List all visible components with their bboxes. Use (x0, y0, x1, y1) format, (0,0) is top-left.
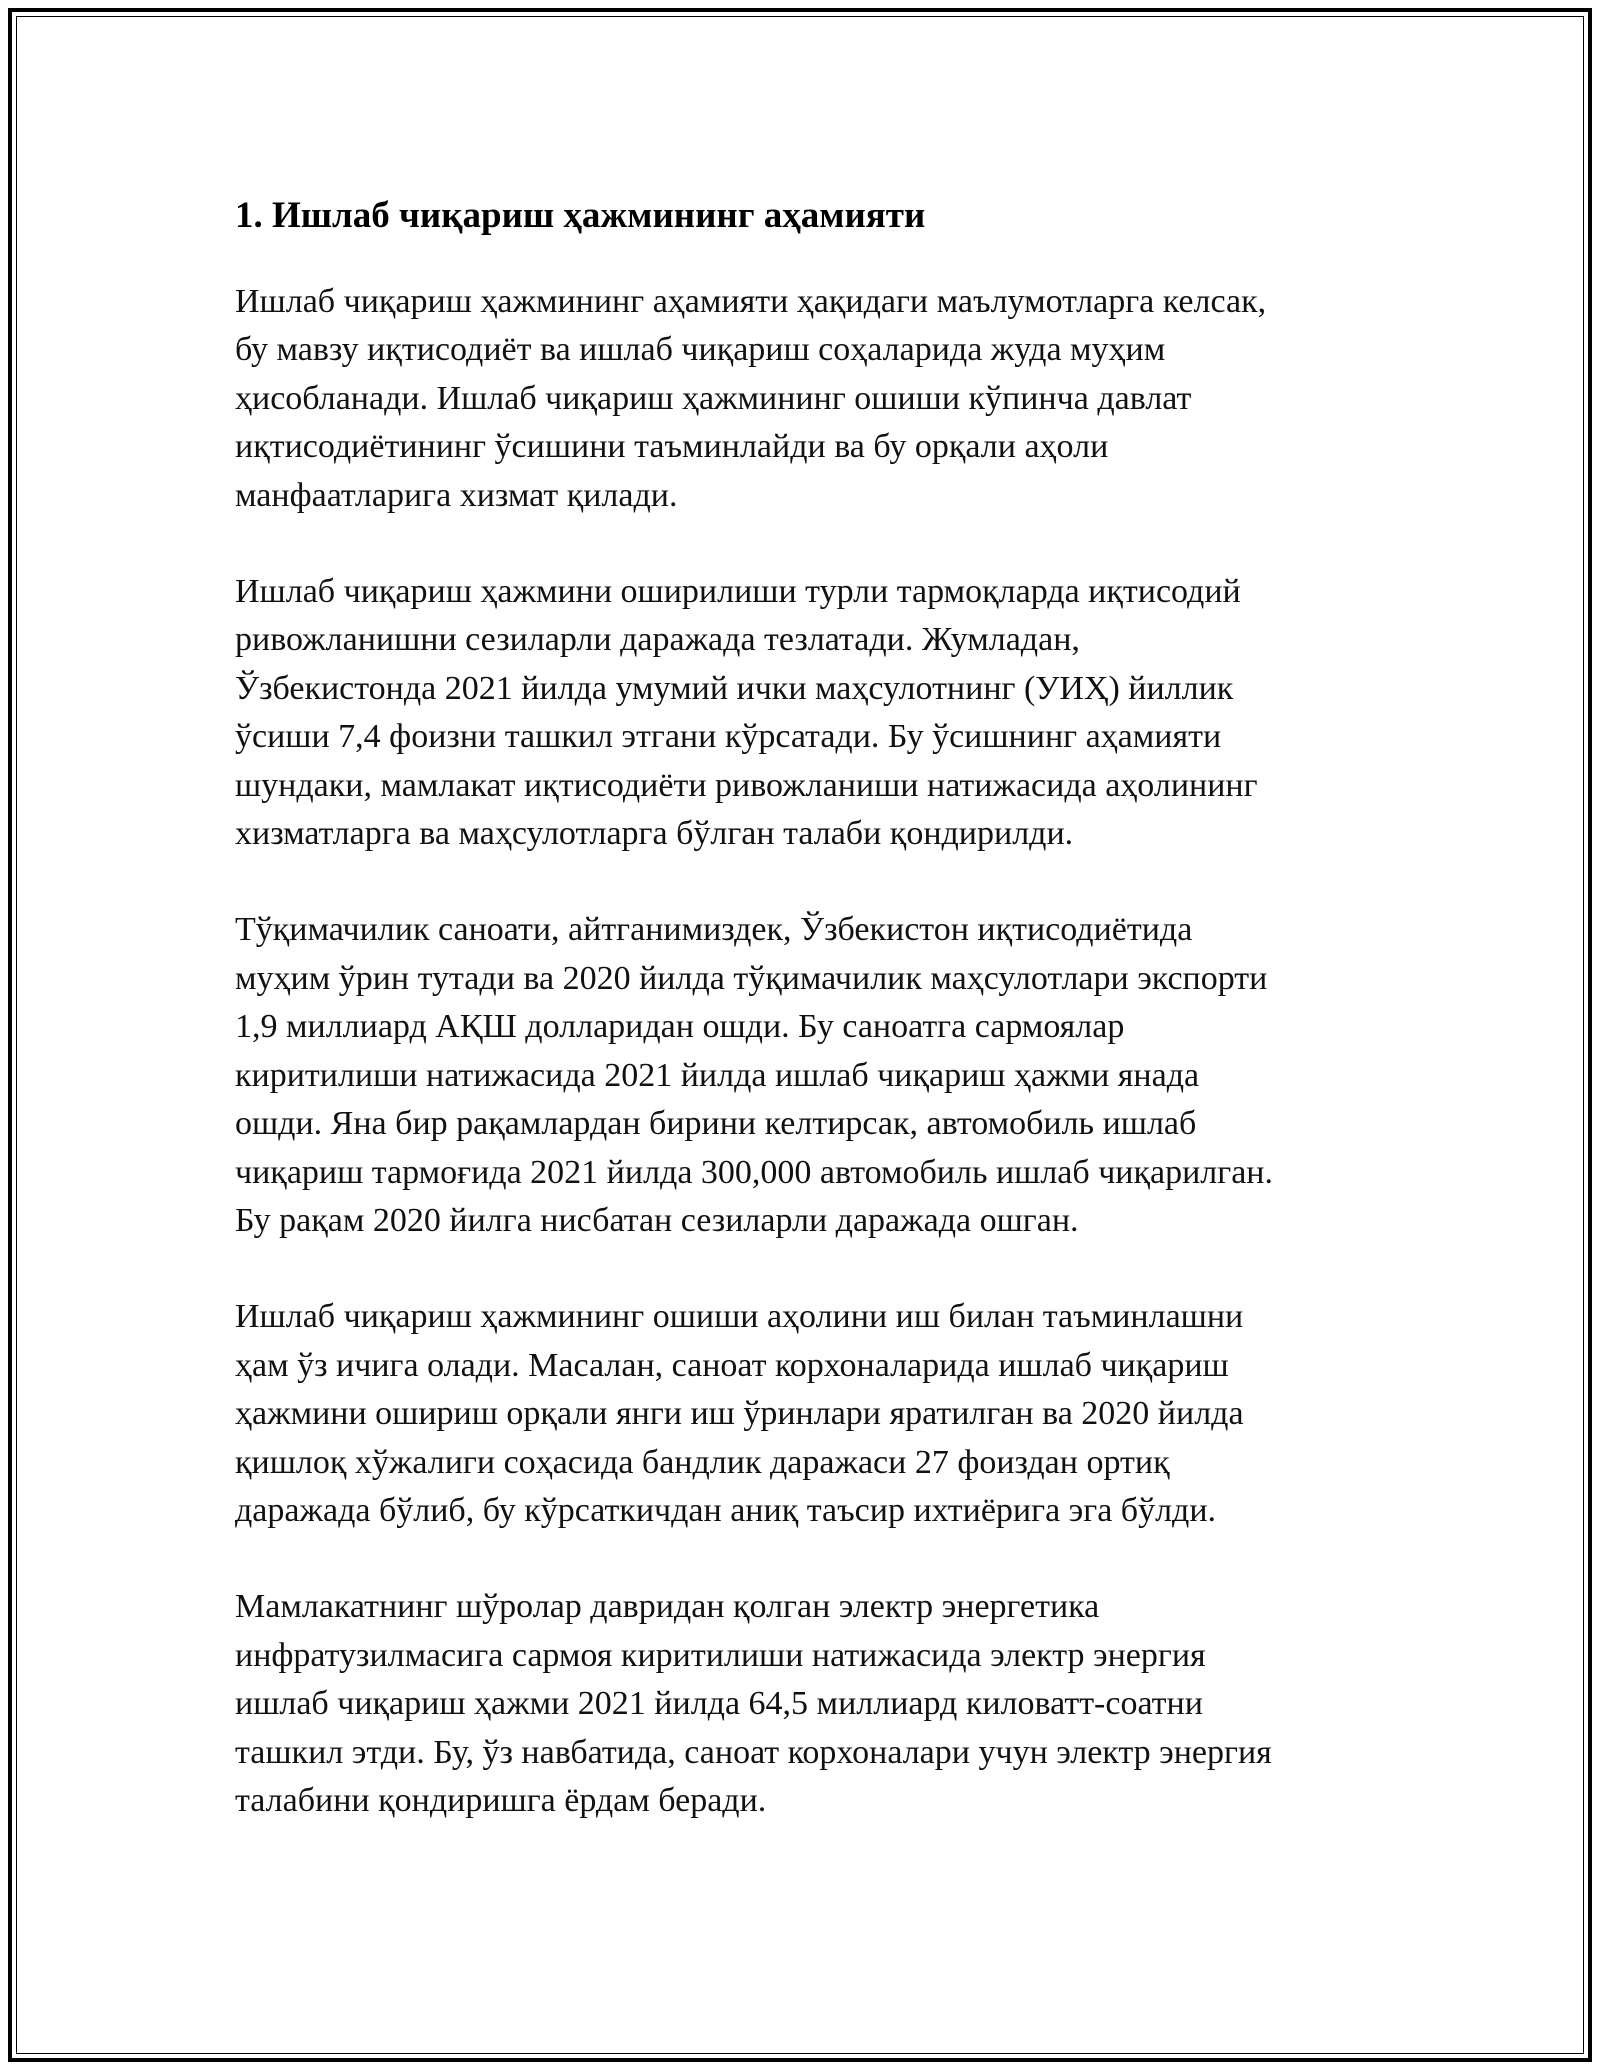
paragraph-3: Тўқимачилик саноати, айтганимиздек, Ўзбекистон иқтисодиётида муҳим ўрин тутади ва 2020 йилда тўқимачилик маҳсулотлари экспорти 1,9 миллиард АҚШ долларидан ошди. Бу саноатга сармоялар киритилиши натижасида 2021 йилда ишлаб чиқариш ҳажми янада ошди. Яна бир рақамлардан бирини келтирсак, автомобиль ишлаб чиқариш тармоғида 2021 йилда 300,000 автомобиль ишлаб чиқарилган. Бу рақам 2020 йилга нисбатан сезиларли даражада ошган. (235, 911, 1273, 1239)
paragraph-4: Ишлаб чиқариш ҳажмининг ошиши аҳолини иш билан таъминлашни ҳам ўз ичига олади. Масалан, саноат корхоналарида ишлаб чиқариш ҳажмини ошириш орқали янги иш ўринлари яратилган ва 2020 йилда қишлоқ хўжалиги соҳасида бандлик даражаси 27 фоиздан ортиқ даражада бўлиб, бу кўрсаткичдан аниқ таъсир ихтиёрига эга бўлди. (235, 1298, 1244, 1529)
section-heading: 1. Ишлаб чиқариш ҳажмининг аҳамияти (235, 195, 926, 236)
document-body (235, 188, 1395, 1873)
paragraph-2: Ишлаб чиқариш ҳажмини оширилиши турли тармоқларда иқтисодий ривожланишни сезиларли даражада тезлатади. Жумладан, Ўзбекистонда 2021 йилда умумий ички маҳсулотнинг (УИҲ) йиллик ўсиши 7,4 фоизни ташкил этгани кўрсатади. Бу ўсишнинг аҳамияти шундаки, мамлакат иқтисодиёти ривожланиши натижасида аҳолининг хизматларга ва маҳсулотларга бўлган талаби қондирилди. (235, 573, 1258, 853)
paragraph-5: Мамлакатнинг шўролар давридан қолган электр энергетика инфратузилмасига сармоя киритилиши натижасида электр энергия ишлаб чиқариш ҳажми 2021 йилда 64,5 миллиард киловатт-соатни ташкил этди. Бу, ўз навбатида, саноат корхоналари учун электр энергия талабини қондиришга ёрдам беради. (235, 1588, 1272, 1819)
paragraph-1: Ишлаб чиқариш ҳажмининг аҳамияти ҳақидаги маълумотларга келсак, бу мавзу иқтисодиёт ва ишлаб чиқариш соҳаларида жуда муҳим ҳисобланади. Ишлаб чиқариш ҳажмининг ошиши кўпинча давлат иқтисодиётининг ўсишини таъминлайди ва бу орқали аҳоли манфаатларига хизмат қилади. (235, 283, 1267, 514)
